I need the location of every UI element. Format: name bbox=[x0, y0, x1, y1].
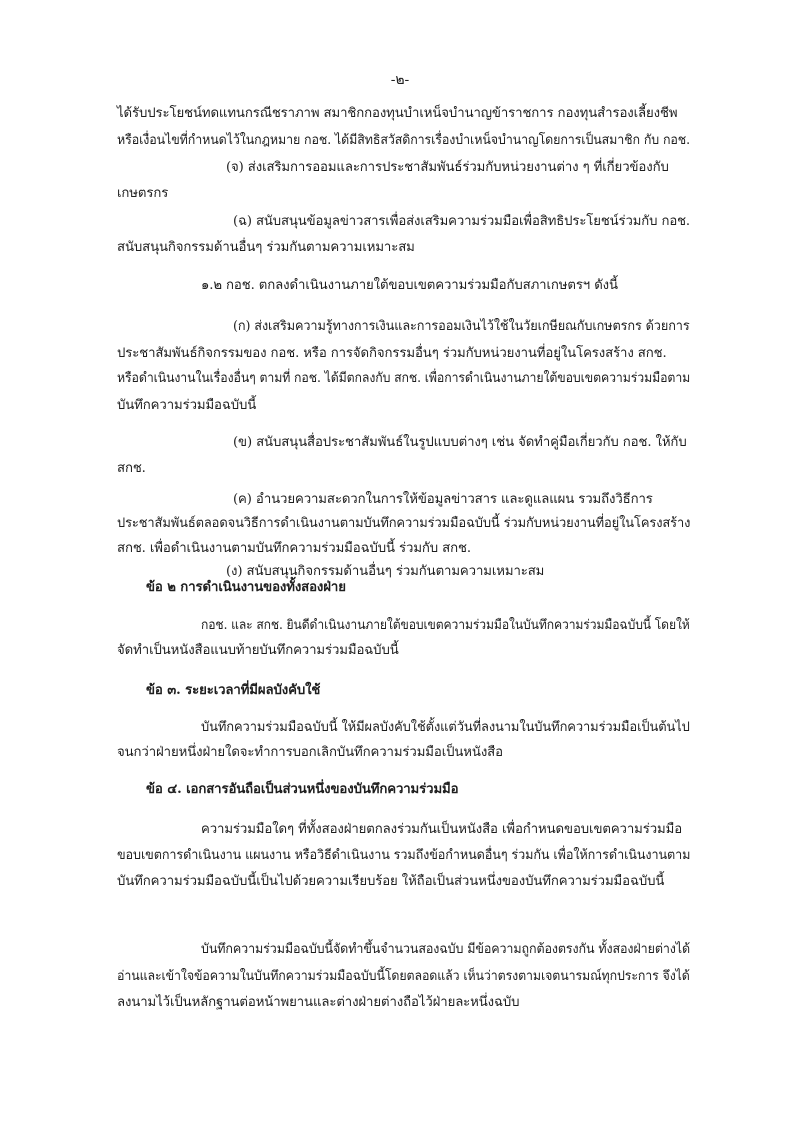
item-kho-line-1: (ข) สนับสนุนสื่อประชาสัมพันธ์ในรูปแบบต่างๆ เช่น จัดทำคู่มือเกี่ยวกับ กอช. ให้กับ bbox=[233, 435, 687, 450]
clause-3-line-1: บันทึกความร่วมมือฉบับนี้ ให้มีผลบังคับใช้ตั้งแต่วันที่ลงนามในบันทึกความร่วมมือเป็นต้นไป bbox=[201, 720, 690, 735]
clause-4-line-1: ความร่วมมือใดๆ ที่ทั้งสองฝ่ายตกลงร่วมกันเป็นหนังสือ เพื่อกำหนดขอบเขตความร่วมมือ bbox=[201, 822, 683, 837]
page-number: -๒- bbox=[390, 72, 410, 88]
clause-2-heading: ข้อ ๒ การดำเนินงานของทั้งสองฝ่าย bbox=[146, 580, 346, 595]
closing-line-2: อ่านและเข้าใจข้อความในบันทึกความร่วมมือฉบับนี้โดยตลอดแล้ว เห็นว่าตรงตามเจตนารมณ์ทุกประการ จึงได้ bbox=[117, 969, 690, 984]
item-kho2-line-1: (ค) อำนวยความสะดวกในการให้ข้อมูลข่าวสาร และดูแลแผน รวมถึงวิธีการ bbox=[233, 492, 653, 507]
clause-2-line-2: จัดทำเป็นหนังสือแนบท้ายบันทึกความร่วมมือฉบับนี้ bbox=[117, 643, 399, 658]
item-ko-line-2: ประชาสัมพันธ์กิจกรรมของ กอช. หรือ การจัดกิจกรรมอื่นๆ ร่วมกับหน่วยงานที่อยู่ในโครงสร้าง สกช. bbox=[117, 346, 667, 361]
item-ko-line-1: (ก) ส่งเสริมความรู้ทางการเงินและการออมเงินไว้ใช้ในวัยเกษียณกับเกษตรกร ด้วยการ bbox=[233, 319, 690, 334]
item-jo-line-2: เกษตรกร bbox=[117, 186, 169, 201]
item-cho-line-2: สนับสนุนกิจกรรมด้านอื่นๆ ร่วมกันตามความเหมาะสม bbox=[117, 240, 415, 255]
item-jo-line-1: (จ) ส่งเสริมการออมและการประชาสัมพันธ์ร่วมกับหน่วยงานต่าง ๆ ที่เกี่ยวข้องกับ bbox=[226, 160, 669, 175]
clause-4-heading: ข้อ ๔. เอกสารอันถือเป็นส่วนหนึ่งของบันทึกความร่วมมือ bbox=[146, 782, 459, 797]
intro-line-2: หรือเงื่อนไขที่กำหนดไว้ในกฎหมาย กอช. ได้มีสิทธิสวัสดิการเรื่องบำเหน็จบำนาญโดยการเป็นสมาชิก กับ กอช. bbox=[117, 133, 691, 148]
item-cho-line-1: (ฉ) สนับสนุนข้อมูลข่าวสารเพื่อส่งเสริมความร่วมมือเพื่อสิทธิประโยชน์ร่วมกับ กอช. bbox=[233, 214, 690, 229]
clause-4-line-3: บันทึกความร่วมมือฉบับนี้เป็นไปด้วยความเรียบร้อย ให้ถือเป็นส่วนหนึ่งของบันทึกความร่วมมือฉบับนี้ bbox=[117, 874, 665, 889]
item-ko-line-4: บันทึกความร่วมมือฉบับนี้ bbox=[117, 398, 257, 413]
section-1-2-heading: ๑.๒ กอช. ตกลงดำเนินงานภายใต้ขอบเขตความร่วมมือกับสภาเกษตรฯ ดังนี้ bbox=[201, 278, 618, 293]
closing-line-3: ลงนามไว้เป็นหลักฐานต่อหน้าพยานและต่างฝ่ายต่างถือไว้ฝ่ายละหนึ่งฉบับ bbox=[117, 995, 520, 1010]
intro-line-1: ได้รับประโยชน์ทดแทนกรณีชราภาพ สมาชิกกองทุนบำเหน็จบำนาญข้าราชการ กองทุนสำรองเลี้ยงชีพ bbox=[117, 106, 678, 121]
item-kho2-line-2: ประชาสัมพันธ์ตลอดจนวิธีการดำเนินงานตามบันทึกความร่วมมือฉบับนี้ ร่วมกับหน่วยงานที่อยู่ในโครงสร้าง bbox=[117, 516, 691, 531]
clause-2-line-1: กอช. และ สกช. ยินดีดำเนินงานภายใต้ขอบเขตความร่วมมือในบันทึกความร่วมมือฉบับนี้ โดยให้ bbox=[201, 618, 690, 633]
item-ko-line-3: หรือดำเนินงานในเรื่องอื่นๆ ตามที่ กอช. ได้มีตกลงกับ สกช. เพื่อการดำเนินงานภายใต้ขอบเขตความร่วมมือตาม bbox=[117, 371, 691, 386]
item-kho2-line-3: สกช. เพื่อดำเนินงานตามบันทึกความร่วมมือฉบับนี้ ร่วมกับ สกช. bbox=[117, 541, 471, 556]
clause-4-line-2: ขอบเขตการดำเนินงาน แผนงาน หรือวิธีดำเนินงาน รวมถึงข้อกำหนดอื่นๆ ร่วมกัน เพื่อให้การดำเนินงานตาม bbox=[117, 848, 691, 863]
item-kho-line-2: สกช. bbox=[117, 461, 146, 476]
item-ngo: (ง) สนับสนุนกิจกรรมด้านอื่นๆ ร่วมกันตามความเหมาะสม bbox=[226, 564, 545, 579]
clause-3-heading: ข้อ ๓. ระยะเวลาที่มีผลบังคับใช้ bbox=[146, 683, 321, 698]
closing-line-1: บันทึกความร่วมมือฉบับนี้จัดทำขึ้นจำนวนสองฉบับ มีข้อความถูกต้องตรงกัน ทั้งสองฝ่ายต่างได้ bbox=[201, 942, 690, 957]
clause-3-line-2: จนกว่าฝ่ายหนึ่งฝ่ายใดจะทำการบอกเลิกบันทึกความร่วมมือเป็นหนังสือ bbox=[117, 745, 503, 760]
